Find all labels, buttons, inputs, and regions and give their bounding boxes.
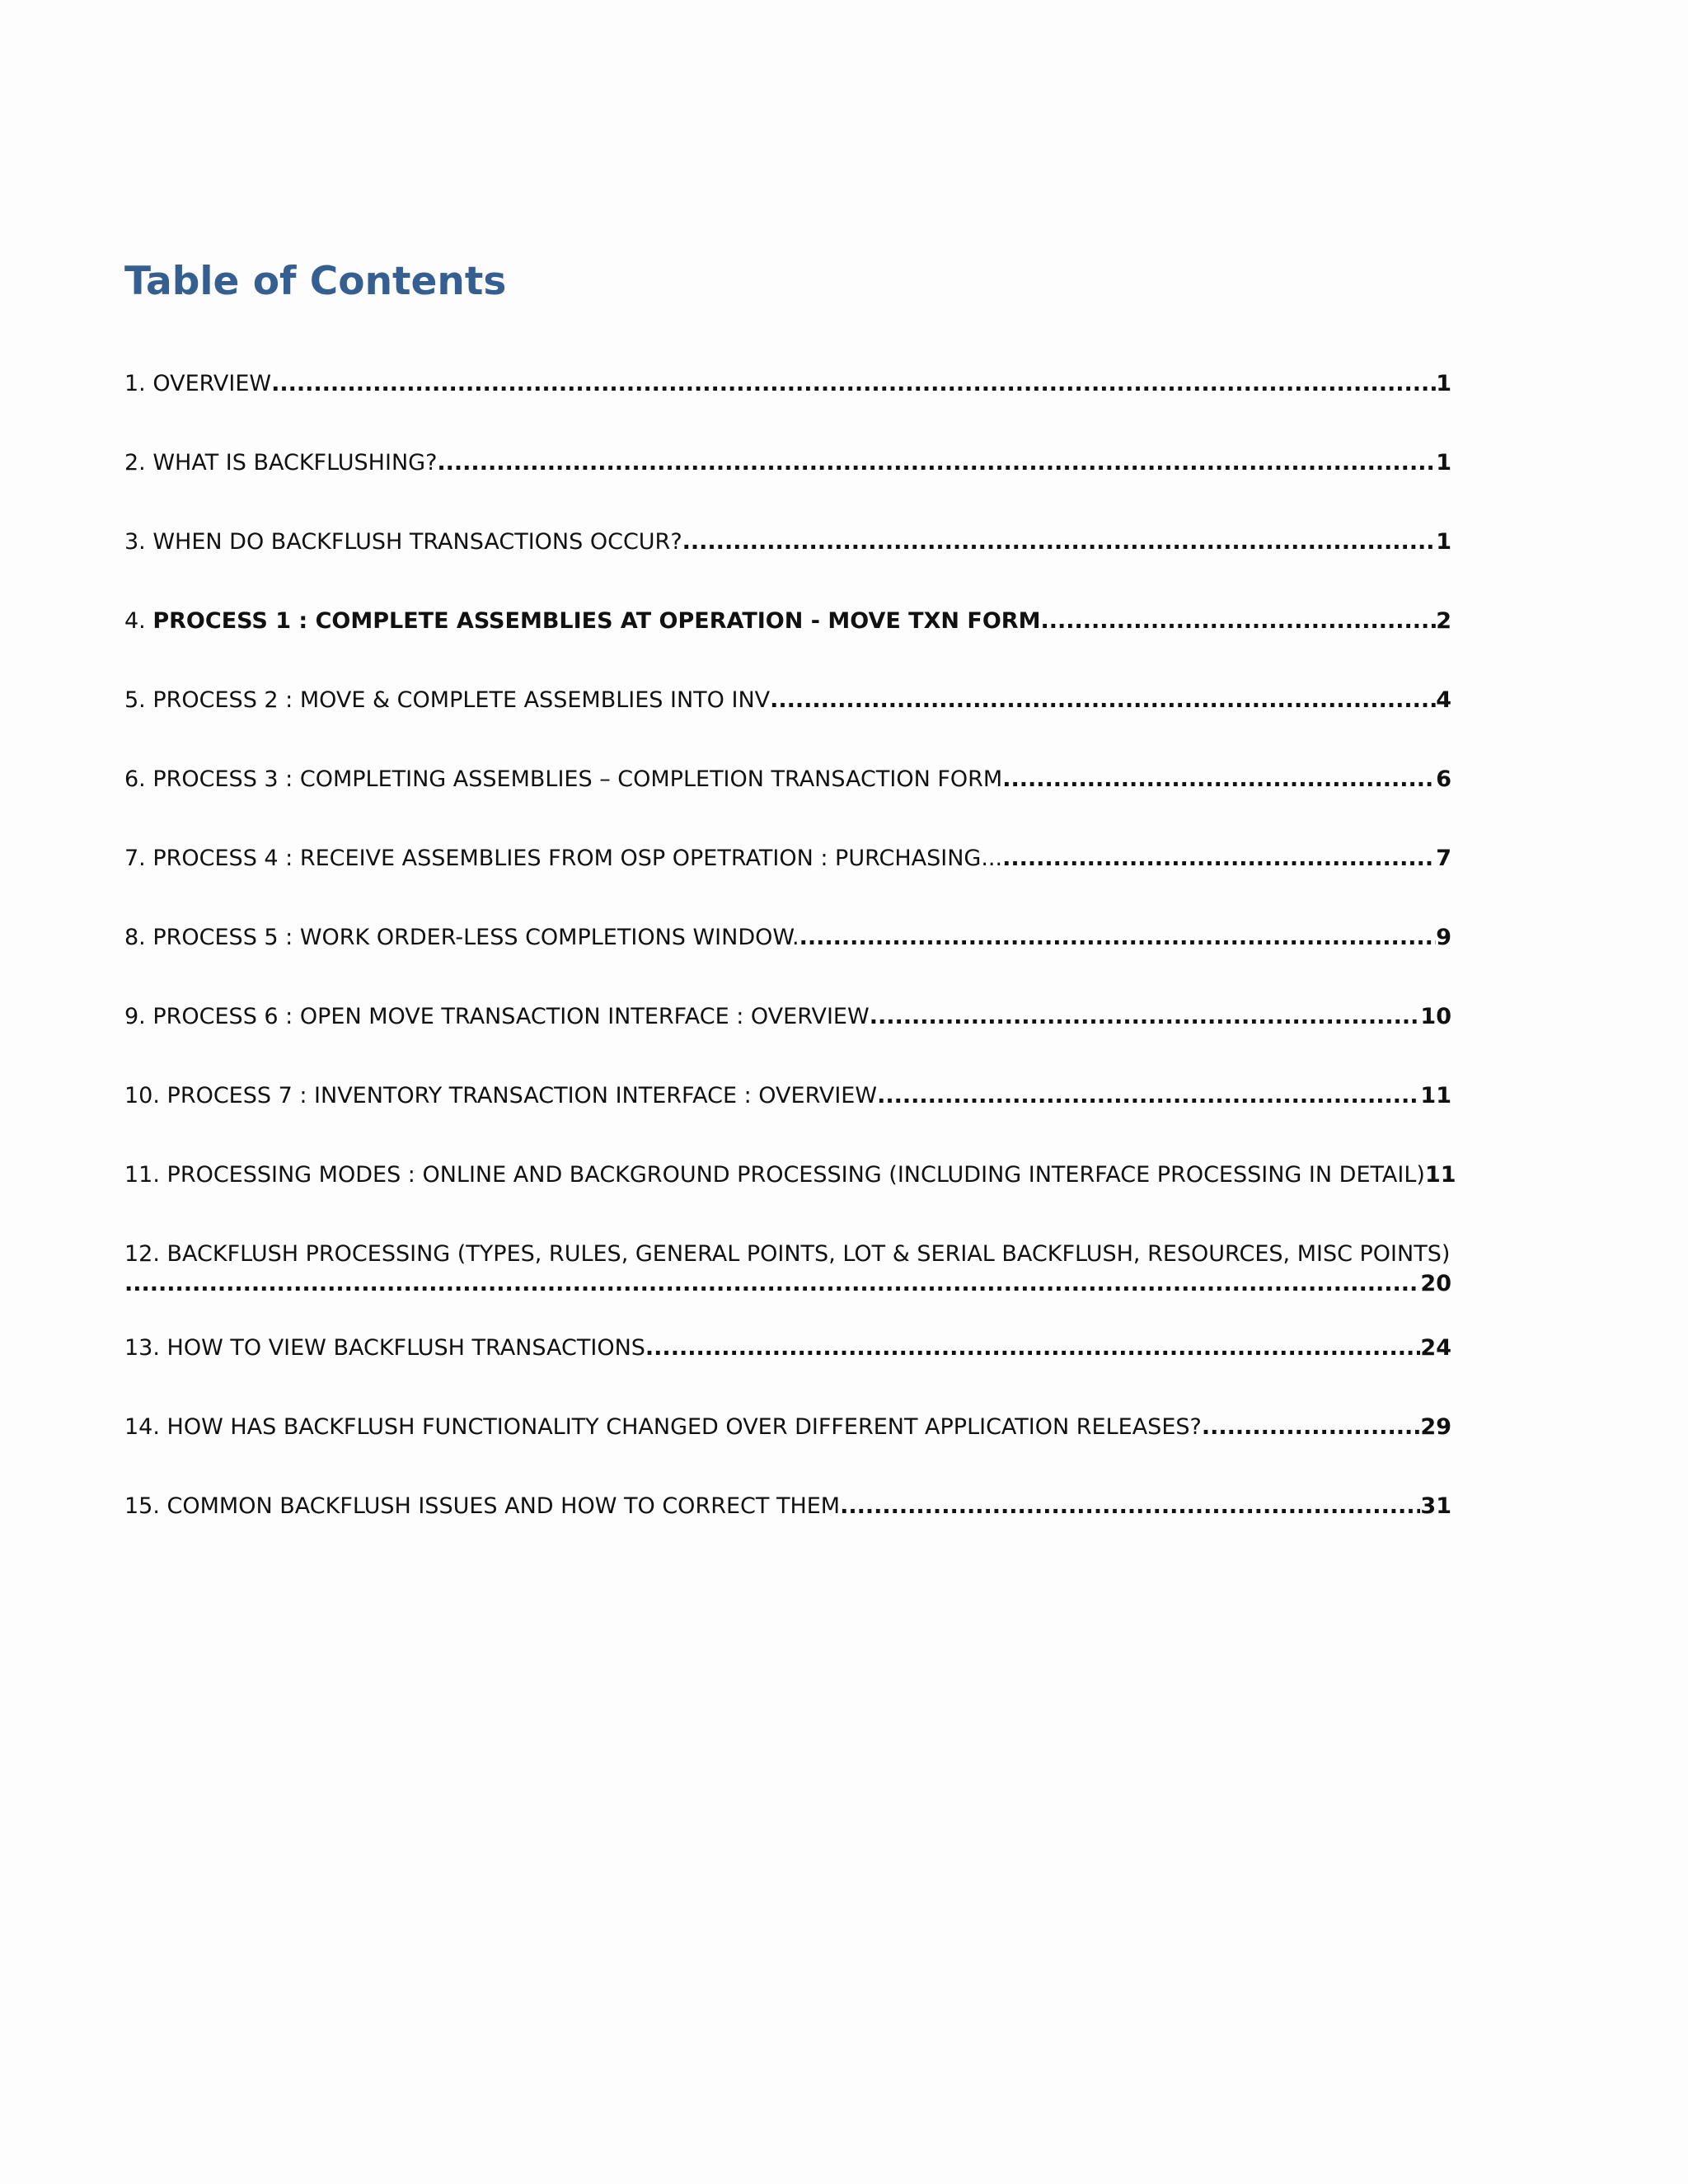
toc-entry-overview[interactable] [124, 369, 1451, 448]
toc-entry-process-4[interactable] [124, 844, 1451, 923]
toc-entry-title: HOW TO VIEW BACKFLUSH TRANSACTIONS [166, 1335, 645, 1361]
toc-entry-number: 6. [124, 766, 153, 792]
toc-page-number: 7 [1436, 846, 1451, 871]
toc-entry-title: BACKFLUSH PROCESSING (TYPES, RULES, GENERAL POINTS, LOT & SERIAL BACKFLUSH, RESOURCES, MISC POINTS) [166, 1241, 1451, 1267]
toc-entry-title: PROCESS 7 : INVENTORY TRANSACTION INTERFACE : OVERVIEW [166, 1083, 878, 1108]
toc-page-number: 1 [1436, 450, 1451, 476]
toc-entry-process-7[interactable] [124, 1081, 1451, 1160]
toc-dot-leader [271, 369, 1436, 399]
toc-entry-number: 11. [124, 1162, 167, 1188]
toc-entry-title: COMMON BACKFLUSH ISSUES AND HOW TO CORRECT THEM [166, 1493, 841, 1519]
toc-entry-title: PROCESS 4 : RECEIVE ASSEMBLIES FROM OSP OPETRATION : PURCHASING... [152, 846, 1003, 871]
toc-entry-title: PROCESS 1 : COMPLETE ASSEMBLIES AT OPERATION - MOVE TXN FORM [152, 608, 1041, 634]
toc-entry-process-6[interactable] [124, 1002, 1451, 1081]
toc-dot-leader [870, 1002, 1421, 1032]
toc-entry-title: WHEN DO BACKFLUSH TRANSACTIONS OCCUR? [152, 529, 682, 555]
toc-page-number: 6 [1436, 766, 1451, 792]
toc-dot-leader [877, 1081, 1420, 1111]
toc-page-number: 31 [1420, 1493, 1451, 1519]
toc-dot-leader [799, 923, 1437, 953]
toc-page-number: 29 [1420, 1414, 1451, 1440]
toc-page-number: 1 [1436, 529, 1451, 555]
toc-entry-number: 7. [124, 846, 153, 871]
toc-page-number: 2 [1436, 608, 1451, 634]
toc-entry-when-transactions-occur[interactable] [124, 527, 1451, 607]
toc-dot-leader [1202, 1413, 1421, 1442]
toc-dot-leader [1002, 844, 1436, 874]
toc-entry-title: OVERVIEW [152, 371, 272, 396]
toc-dot-leader [682, 527, 1437, 557]
toc-entry-title: PROCESS 3 : COMPLETING ASSEMBLIES – COMPLETION TRANSACTION FORM [152, 766, 1003, 792]
toc-dot-leader [770, 686, 1436, 715]
toc-dot-leader [1002, 765, 1436, 794]
toc-list [124, 369, 1456, 1571]
toc-page-number: 11 [1424, 1162, 1456, 1188]
toc-entry-process-3[interactable] [124, 765, 1451, 844]
toc-entry-number: 3. [124, 529, 153, 555]
toc-entry-number: 5. [124, 687, 153, 713]
toc-dot-leader [645, 1333, 1421, 1363]
toc-dot-leader [124, 1269, 1420, 1299]
toc-dot-leader [1040, 607, 1436, 636]
toc-entry-number: 4. [124, 608, 153, 634]
toc-entry-common-issues[interactable] [124, 1492, 1451, 1571]
toc-entry-what-is-backflushing[interactable] [124, 448, 1451, 527]
toc-entry-number: 9. [124, 1004, 153, 1029]
toc-page-number: 11 [1420, 1083, 1451, 1108]
toc-entry-title: HOW HAS BACKFLUSH FUNCTIONALITY CHANGED OVER DIFFERENT APPLICATION RELEASES? [166, 1414, 1202, 1440]
toc-page-number: 9 [1436, 925, 1451, 950]
toc-dot-leader [437, 448, 1436, 478]
toc-entry-view-transactions[interactable] [124, 1333, 1451, 1413]
toc-entry-process-2[interactable] [124, 686, 1451, 765]
toc-entry-number: 8. [124, 925, 153, 950]
toc-entry-number: 14. [124, 1414, 167, 1440]
toc-entry-backflush-processing[interactable] [124, 1240, 1451, 1333]
toc-page-number: 24 [1420, 1335, 1451, 1361]
toc-entry-process-1[interactable] [124, 607, 1451, 686]
toc-page-number: 20 [1420, 1271, 1451, 1296]
toc-page-number: 10 [1420, 1004, 1451, 1029]
toc-entry-process-5[interactable] [124, 923, 1451, 1002]
toc-page-number: 4 [1436, 687, 1451, 713]
toc-heading: Table of Contents [124, 259, 507, 304]
toc-entry-title: WHAT IS BACKFLUSHING? [152, 450, 438, 476]
toc-entry-functionality-changes[interactable] [124, 1413, 1451, 1492]
toc-entry-number: 1. [124, 371, 153, 396]
toc-entry-number: 15. [124, 1493, 167, 1519]
toc-dot-leader [840, 1492, 1420, 1521]
toc-page-number: 1 [1436, 371, 1451, 396]
toc-entry-title: PROCESS 5 : WORK ORDER-LESS COMPLETIONS WINDOW. [152, 925, 799, 950]
toc-entry-title: PROCESS 6 : OPEN MOVE TRANSACTION INTERFACE : OVERVIEW [152, 1004, 870, 1029]
toc-entry-number: 2. [124, 450, 153, 476]
toc-entry-processing-modes[interactable] [124, 1160, 1456, 1240]
toc-entry-number: 12. [124, 1241, 167, 1267]
toc-entry-number: 10. [124, 1083, 167, 1108]
toc-entry-number: 13. [124, 1335, 167, 1361]
toc-entry-title: PROCESSING MODES : ONLINE AND BACKGROUND PROCESSING (INCLUDING INTERFACE PROCESSING IN DETAIL) [166, 1162, 1425, 1188]
toc-entry-title: PROCESS 2 : MOVE & COMPLETE ASSEMBLIES INTO INV [152, 687, 771, 713]
